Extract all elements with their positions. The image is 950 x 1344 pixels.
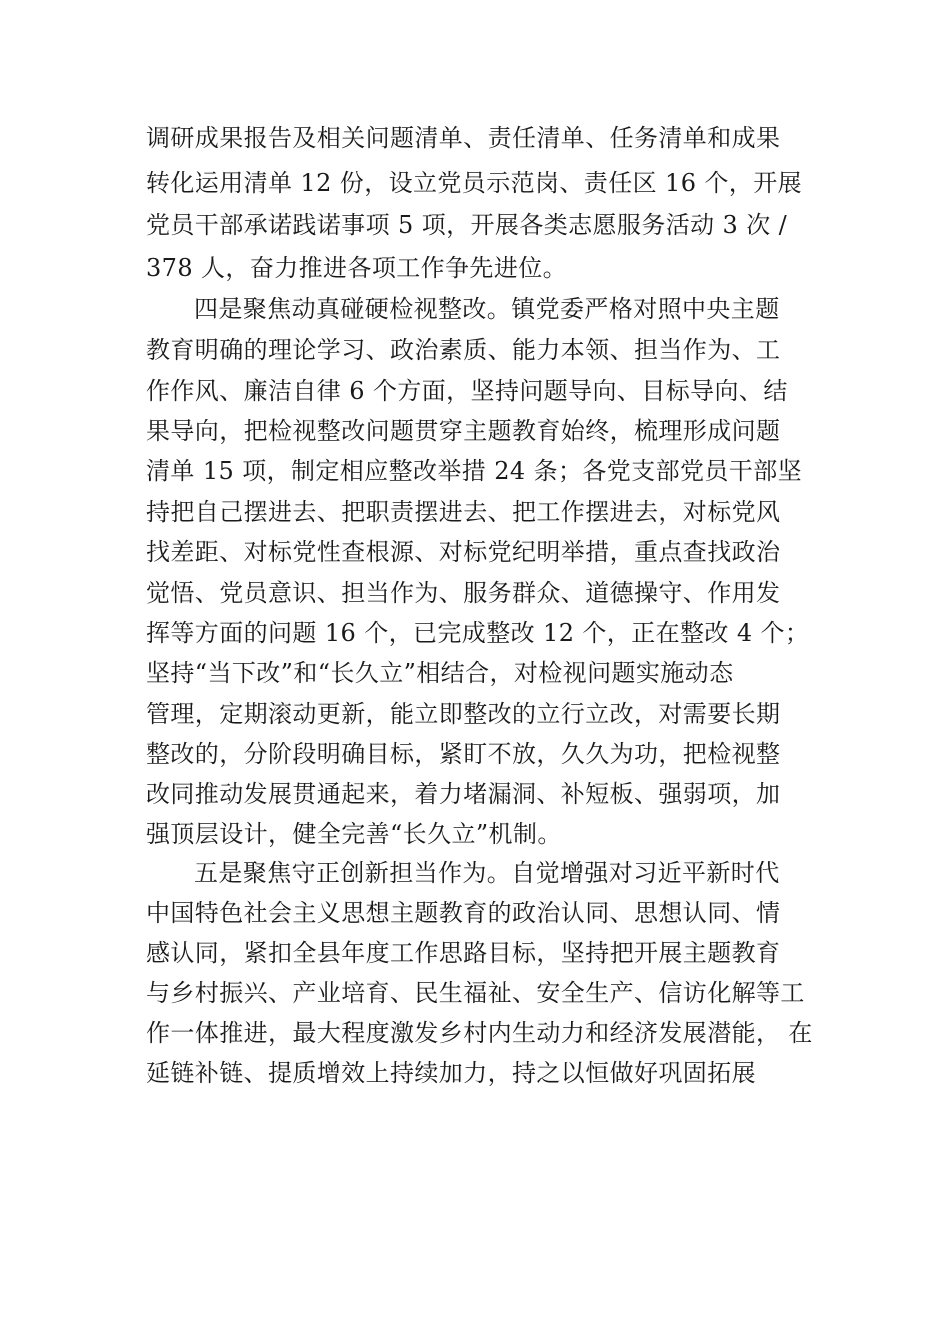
text-line: 与乡村振兴、产业培育、民生福祉、安全生产、信访化解等工: [146, 979, 805, 1007]
text-line: 管理，定期滚动更新，能立即整改的立行立改，对需要长期: [146, 700, 781, 728]
text-line: 378 人，奋力推进各项工作争先进位。: [146, 254, 568, 282]
text-line: 作一体推进，最大程度激发乡村内生动力和经济发展潜能， 在: [146, 1019, 813, 1047]
text-line: 转化运用清单 12 份，设立党员示范岗、责任区 16 个，开展: [146, 169, 802, 197]
text-line: 整改的，分阶段明确目标，紧盯不放，久久为功，把检视整: [146, 740, 781, 768]
text-line: 延链补链、提质增效上持续加力，持之以恒做好巩固拓展: [146, 1059, 756, 1087]
text-line: 果导向，把检视整改问题贯穿主题教育始终，梳理形成问题: [146, 417, 781, 445]
text-line: 强顶层设计，健全完善“长久立”机制。: [146, 820, 562, 848]
text-line: 挥等方面的问题 16 个，已完成整改 12 个，正在整改 4 个；: [146, 619, 810, 647]
text-line: 调研成果报告及相关问题清单、责任清单、任务清单和成果: [146, 124, 781, 152]
paragraph-start-line: 五是聚焦守正创新担当作为。自觉增强对习近平新时代: [194, 859, 780, 887]
text-line: 感认同，紧扣全县年度工作思路目标，坚持把开展主题教育: [146, 939, 781, 967]
text-line: 改同推动发展贯通起来，着力堵漏洞、补短板、强弱项，加: [146, 780, 781, 808]
text-line: 清单 15 项，制定相应整改举措 24 条；各党支部党员干部坚: [146, 457, 802, 485]
text-line: 党员干部承诺践诺事项 5 项，开展各类志愿服务活动 3 次 /: [146, 211, 788, 239]
text-line: 作作风、廉洁自律 6 个方面，坚持问题导向、目标导向、结: [146, 377, 788, 405]
text-line: 教育明确的理论学习、政治素质、能力本领、担当作为、工: [146, 336, 781, 364]
text-line: 持把自己摆进去、把职责摆进去、把工作摆进去，对标党风: [146, 498, 781, 526]
text-line: 找差距、对标党性查根源、对标党纪明举措，重点查找政治: [146, 538, 781, 566]
text-line: 中国特色社会主义思想主题教育的政治认同、思想认同、情: [146, 899, 781, 927]
text-line: 觉悟、党员意识、担当作为、服务群众、道德操守、作用发: [146, 579, 781, 607]
paragraph-start-line: 四是聚焦动真碰硬检视整改。镇党委严格对照中央主题: [194, 295, 780, 323]
text-line: 坚持“当下改”和“长久立”相结合，对检视问题实施动态: [146, 659, 734, 687]
